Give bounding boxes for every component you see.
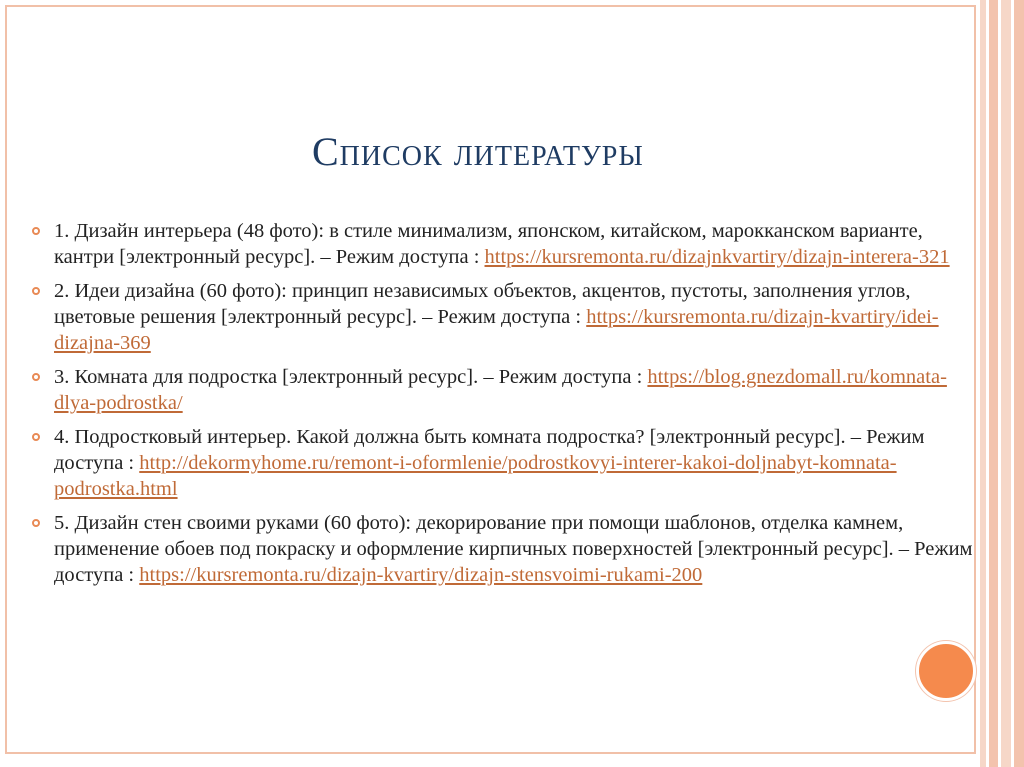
decorative-stripes [980,0,1024,767]
reference-link-2[interactable]: https://kursremonta.ru/dizajn-kvartiry/idei-dizajna-369 [54,306,939,354]
bullet-circle-icon [32,519,40,527]
reference-text-3: 3. Комната для подростка [электронный ресурс]. – Режим доступа : [54,366,648,388]
bullet-circle-icon [32,373,40,381]
slide-title: Список литературы [312,129,644,174]
bullet-circle-icon [32,227,40,235]
reference-item-2 [30,278,975,356]
reference-item-1 [30,218,975,270]
reference-item-5 [30,510,975,588]
reference-text-5: 5. Дизайн стен своими руками (60 фото): декорирование при помощи шаблонов, отделка камнем, применение обоев под покраску и оформление кирпичных поверхностей [электронный ресурс]. – Режим доступа : [54,512,973,586]
reference-text-2: 2. Идеи дизайна (60 фото): принцип независимых объектов, акцентов, пустоты, заполнения углов, цветовые решения [электронный ресурс]. – Режим доступа : [54,280,911,328]
reference-list [30,218,975,596]
reference-item-4 [30,424,975,502]
reference-text-4: 4. Подростковый интерьер. Какой должна быть комната подростка? [электронный ресурс]. – Режим доступа : [54,426,925,474]
reference-item-3 [30,364,975,416]
reference-link-3[interactable]: https://blog.gnezdomall.ru/komnata-dlya-podrostka/ [54,366,947,414]
reference-link-1[interactable]: https://kursremonta.ru/dizajnkvartiry/dizajn-interera-321 [484,246,950,268]
bullet-circle-icon [32,433,40,441]
reference-link-5[interactable]: https://kursremonta.ru/dizajn-kvartiry/dizajn-stensvoimi-rukami-200 [139,564,703,586]
bullet-circle-icon [32,287,40,295]
reference-text-1: 1. Дизайн интерьера (48 фото): в стиле минимализм, японском, китайском, марокканском варианте, кантри [электронный ресурс]. – Режим доступа : [54,220,923,268]
decorative-circle [916,641,976,701]
reference-link-4[interactable]: http://dekormyhome.ru/remont-i-oformlenie/podrostkovyi-interer-kakoi-doljnabyt-komnata-podrostka.html [54,452,897,500]
